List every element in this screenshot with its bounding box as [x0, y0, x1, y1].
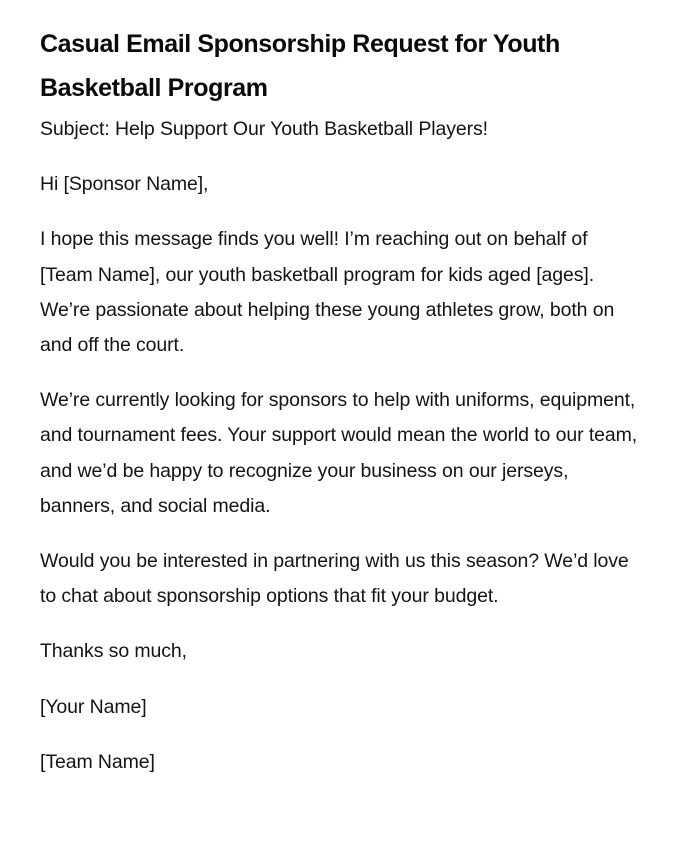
email-paragraph-call-to-action: Would you be interested in partnering with us this season? We’d love to chat about sponsorship options that fit your budget. [40, 550, 629, 608]
email-greeting: Hi [Sponsor Name], [40, 173, 209, 196]
email-closing: Thanks so much, [40, 640, 187, 663]
email-paragraph-intro: I hope this message finds you well! I’m reaching out on behalf of [Team Name], our youth basketball program for kids aged [ages]. We’re passionate about helping these young athletes grow, both on and off the court. [40, 228, 615, 357]
email-paragraph-request: We’re currently looking for sponsors to help with uniforms, equipment, and tournament fees. Your support would mean the world to our team, and we’d be happy to recognize your business on our jerseys, banners, and social media. [40, 389, 638, 517]
document-title: Casual Email Sponsorship Request for Youth Basketball Program [40, 30, 560, 102]
signature-team: [Team Name] [40, 750, 155, 773]
email-subject: Subject: Help Support Our Youth Basketball Players! [40, 118, 488, 140]
signature-name: [Your Name] [40, 695, 147, 718]
